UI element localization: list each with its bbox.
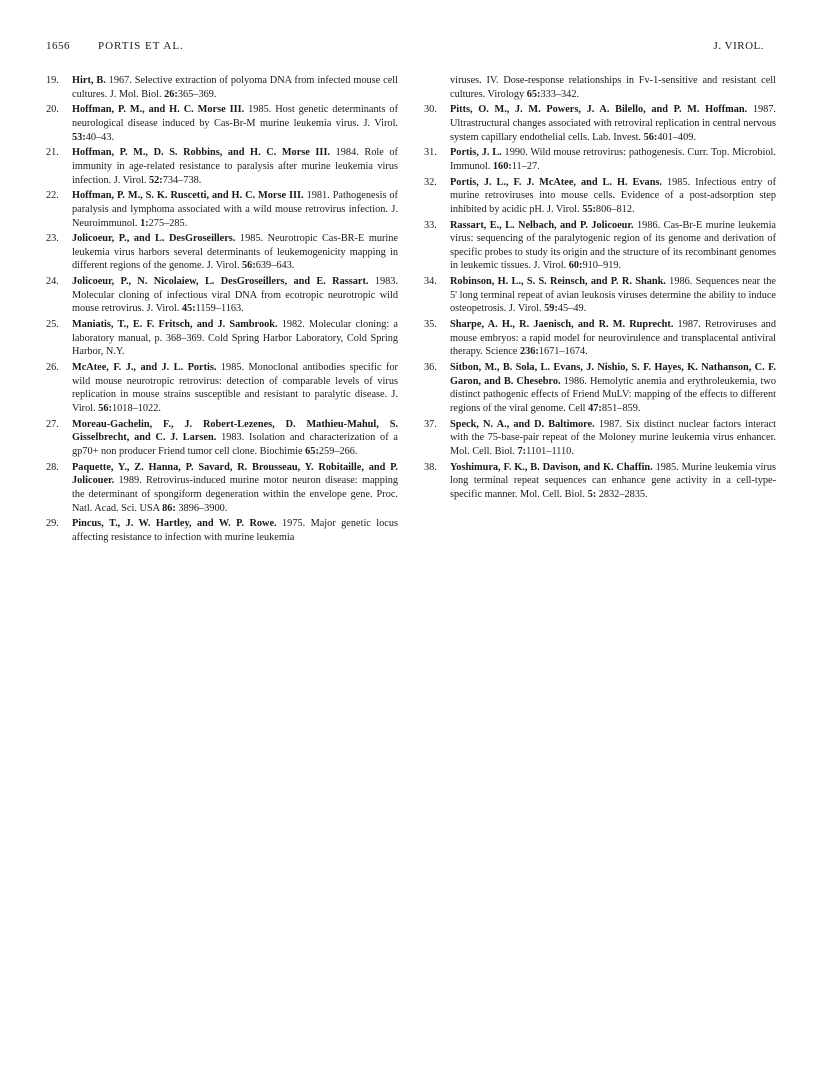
reference-number: 28. xyxy=(46,461,59,473)
reference-volume: 55: xyxy=(582,203,596,215)
reference-authors: Hoffman, P. M., S. K. Ruscetti, and H. C. Morse III. xyxy=(72,190,304,202)
reference-entry xyxy=(424,275,776,316)
reference-text: 1983. Isolation and characterization of a gp70+ non producer Friend tumor cell clone. Biochimie xyxy=(72,432,398,457)
reference-volume: 56: xyxy=(242,260,256,272)
reference-pages: 259–266. xyxy=(318,445,358,457)
reference-pages: 45–49. xyxy=(557,303,587,315)
reference-text: 1985. Infectious entry of murine retroviruses into mouse cells. Evidence of a post-adsorption step inhibited by acidic pH. J. Virol. xyxy=(450,176,776,215)
reference-volume: 26: xyxy=(164,88,178,100)
reference-text: 1986. Sequences near the 5' long terminal repeat of avian leukosis viruses determine the ability to induce osteopetrosis. J. Virol. xyxy=(450,276,776,315)
reference-text: viruses. IV. Dose-response relationships in Fv-1-sensitive and resistant cell cultures. Virology xyxy=(450,75,776,100)
reference-pages: 2832–2835. xyxy=(596,488,648,500)
reference-column-right xyxy=(424,74,776,504)
reference-entry xyxy=(46,275,398,316)
reference-column-left xyxy=(46,74,398,547)
reference-number: 22. xyxy=(46,190,59,202)
reference-entry xyxy=(46,318,398,359)
reference-number: 23. xyxy=(46,233,59,245)
reference-pages: 401–409. xyxy=(657,131,696,143)
reference-authors: Sitbon, M., B. Sola, L. Evans, J. Nishio, S. F. Hayes, K. Nathanson, C. F. Garon, and B. Chesebro. xyxy=(450,362,776,387)
reference-number: 32. xyxy=(424,176,437,188)
reference-volume: 160: xyxy=(492,160,512,172)
reference-text: 1985. Neurotropic Cas-BR-E murine leukemia virus harbors several determinants of leukemogenicity mapping in different regions of the genome. J. Virol. xyxy=(72,233,398,272)
reference-entry xyxy=(46,361,398,415)
reference-number: 37. xyxy=(424,418,437,430)
reference-entry xyxy=(46,189,398,230)
reference-volume: 53: xyxy=(72,131,86,143)
reference-pages: 1671–1674. xyxy=(538,346,588,358)
reference-authors: Maniatis, T., E. F. Fritsch, and J. Sambrook. xyxy=(72,319,278,331)
reference-number: 19. xyxy=(46,75,59,86)
reference-pages: 734–738. xyxy=(162,174,202,186)
reference-pages: 639–643. xyxy=(255,260,295,272)
reference-entry xyxy=(46,517,398,544)
reference-authors: Jolicoeur, P., and L. DesGroseillers. xyxy=(72,233,236,245)
reference-entry xyxy=(424,461,776,502)
reference-entry xyxy=(46,461,398,515)
reference-number: 33. xyxy=(424,219,437,231)
reference-volume: 65: xyxy=(526,88,541,100)
reference-entry xyxy=(424,74,776,101)
reference-entry xyxy=(46,74,398,101)
reference-volume: 86: xyxy=(162,502,176,514)
reference-entry xyxy=(46,103,398,144)
reference-authors: Paquette, Y., Z. Hanna, P. Savard, R. Brousseau, Y. Robitaille, and P. Jolicouer. xyxy=(72,461,398,487)
reference-number: 27. xyxy=(46,418,59,430)
reference-entry xyxy=(424,361,776,415)
reference-number: 20. xyxy=(46,104,59,116)
reference-pages: 333–342. xyxy=(540,88,580,100)
reference-pages: 275–285. xyxy=(148,217,188,229)
reference-text: 1981. Pathogenesis of paralysis and lymphoma associated with a wild mouse retrovirus infection. J. Neuroimmunol. xyxy=(72,190,398,229)
reference-entry xyxy=(424,146,776,173)
reference-volume: 7: xyxy=(517,445,527,457)
reference-number: 24. xyxy=(46,276,59,288)
reference-volume: 59: xyxy=(544,303,558,315)
reference-number: 21. xyxy=(46,147,59,159)
reference-pages: 1018–1022. xyxy=(112,402,161,414)
reference-pages: 3896–3900. xyxy=(175,502,228,514)
reference-pages: 910–919. xyxy=(582,260,622,272)
reference-authors: Moreau-Gachelin, F., J. Robert-Lezenes, D. Mathieu-Mahul, S. Gisselbrecht, and C. J. Larsen. xyxy=(72,418,398,444)
reference-entry xyxy=(46,146,398,187)
reference-volume: 52: xyxy=(148,174,163,186)
reference-text: 1985. Murine leukemia virus long terminal repeat sequences can enhance gene activity in a cell-type-specific manner. Mol. Cell. Biol. xyxy=(450,461,776,500)
reference-volume: 65: xyxy=(305,445,319,457)
reference-text: 1984. Role of immunity in age-related resistance to paralysis after murine leukemia virus infection. J. Virol. xyxy=(72,147,398,186)
reference-text: 1982. Molecular cloning: a laboratory manual, p. 368–369. Cold Spring Harbor Laboratory, Cold Spring Harbor, N.Y. xyxy=(72,319,398,358)
reference-entry xyxy=(424,418,776,459)
reference-authors: Hoffman, P. M., and H. C. Morse III. xyxy=(72,104,245,116)
reference-authors: Pincus, T., J. W. Hartley, and W. P. Rowe. xyxy=(72,518,277,530)
reference-pages: 806–812. xyxy=(595,203,635,215)
page-number: 1656 xyxy=(46,40,70,52)
reference-authors: Hoffman, P. M., D. S. Robbins, and H. C. Morse III. xyxy=(72,147,331,159)
reference-text: 1985. Host genetic determinants of neurological disease induced by Cas-Br-M murine leukemia virus. J. Virol. xyxy=(72,104,399,129)
reference-number: 31. xyxy=(424,147,437,159)
reference-volume: 56: xyxy=(98,402,112,414)
reference-volume: 56: xyxy=(643,131,658,143)
running-authors: PORTIS ET AL. xyxy=(98,40,184,52)
reference-number: 26. xyxy=(46,362,59,374)
reference-text: 1986. Cas-Br-E murine leukemia virus: sequencing of the paralytogenic region of its genome and derivation of specific probes to study its origin and the structure of its recombinant genomes in leukemic tissues. J. Virol. xyxy=(450,219,777,272)
reference-text: 1987. Retroviruses and mouse embryos: a rapid model for neurovirulence and transplacental antiviral therapy. Science xyxy=(450,319,776,358)
reference-number: 30. xyxy=(424,104,437,116)
reference-text: 1990. Wild mouse retrovirus: pathogenesis. Curr. Top. Microbiol. Immunol. xyxy=(450,147,776,172)
reference-number: 29. xyxy=(46,518,59,530)
reference-entry xyxy=(46,418,398,459)
reference-authors: Rassart, E., L. Nelbach, and P. Jolicoeur. xyxy=(450,219,634,231)
reference-authors: Portis, J. L. xyxy=(450,147,502,159)
reference-text: 1975. Major genetic locus affecting resistance to infection with murine leukemia xyxy=(72,518,399,543)
reference-authors: Sharpe, A. H., R. Jaenisch, and R. M. Ruprecht. xyxy=(450,319,674,331)
reference-authors: McAtee, F. J., and J. L. Portis. xyxy=(72,362,217,374)
reference-volume: 236: xyxy=(519,346,539,358)
reference-text: 1986. Hemolytic anemia and erythroleukemia, two distinct pathogenic effects of Friend MuLV: mapping of the effects to different regions of the viral genome. Cell xyxy=(450,375,776,414)
reference-text: 1987. Six distinct nuclear factors interact with the 75-base-pair repeat of the Moloney murine leukemia virus enhancer. Mol. Cell. Biol. xyxy=(450,418,776,457)
reference-entry xyxy=(424,318,776,359)
reference-pages: 11–27. xyxy=(511,160,540,172)
reference-pages: 851–859. xyxy=(601,402,641,414)
reference-text: 1987. Ultrastructural changes associated with retroviral replication in central nervous system capillary endothelial cells. Lab. Invest. xyxy=(450,104,776,143)
reference-pages: 40–43. xyxy=(85,131,115,143)
journal-name: J. VIROL. xyxy=(713,40,764,52)
reference-authors: Jolicoeur, P., N. Nicolaiew, L. DesGroseillers, and E. Rassart. xyxy=(72,276,369,288)
reference-entry xyxy=(424,219,776,273)
reference-volume: 47: xyxy=(588,402,602,414)
reference-number: 38. xyxy=(424,461,437,473)
reference-entry xyxy=(424,103,776,144)
reference-number: 35. xyxy=(424,319,437,331)
reference-authors: Hirt, B. xyxy=(72,75,106,86)
reference-text: 1983. Molecular cloning of infectious viral DNA from ecotropic neurotropic wild mouse retrovirus. J. Virol. xyxy=(72,276,398,315)
reference-authors: Robinson, H. L., S. S. Reinsch, and P. R. Shank. xyxy=(450,276,666,288)
reference-number: 25. xyxy=(46,319,59,331)
reference-text: 1989. Retrovirus-induced murine motor neuron disease: mapping the determinant of spongiform degeneration within the envelope gene. Proc. Natl. Acad. Sci. USA xyxy=(72,475,398,514)
reference-entry xyxy=(424,176,776,217)
reference-authors: Portis, J. L., F. J. McAtee, and L. H. Evans. xyxy=(450,176,663,188)
reference-number: 34. xyxy=(424,276,437,288)
reference-volume: 5: xyxy=(587,488,597,500)
reference-volume: 1: xyxy=(140,217,149,229)
page-header xyxy=(46,40,764,56)
reference-authors: Pitts, O. M., J. M. Powers, J. A. Bilello, and P. M. Hoffman. xyxy=(450,104,748,116)
reference-number: 36. xyxy=(424,362,437,374)
reference-volume: 45: xyxy=(181,303,196,315)
reference-text: 1967. Selective extraction of polyoma DNA from infected mouse cell cultures. J. Mol. Biol. xyxy=(72,75,398,100)
reference-text: 1985. Monoclonal antibodies specific for wild mouse neurotropic retrovirus: detection of comparable levels of virus replication in mouse strains susceptible and resistant to paralytic disease. J. Virol. xyxy=(72,362,398,414)
reference-pages: 1159–1163. xyxy=(195,303,244,315)
reference-authors: Speck, N. A., and D. Baltimore. xyxy=(450,418,595,430)
reference-pages: 365–369. xyxy=(177,88,217,100)
reference-entry xyxy=(46,232,398,273)
reference-pages: 1101–1110. xyxy=(526,445,574,457)
reference-authors: Yoshimura, F. K., B. Davison, and K. Chaffin. xyxy=(450,461,653,473)
reference-volume: 60: xyxy=(568,260,583,272)
